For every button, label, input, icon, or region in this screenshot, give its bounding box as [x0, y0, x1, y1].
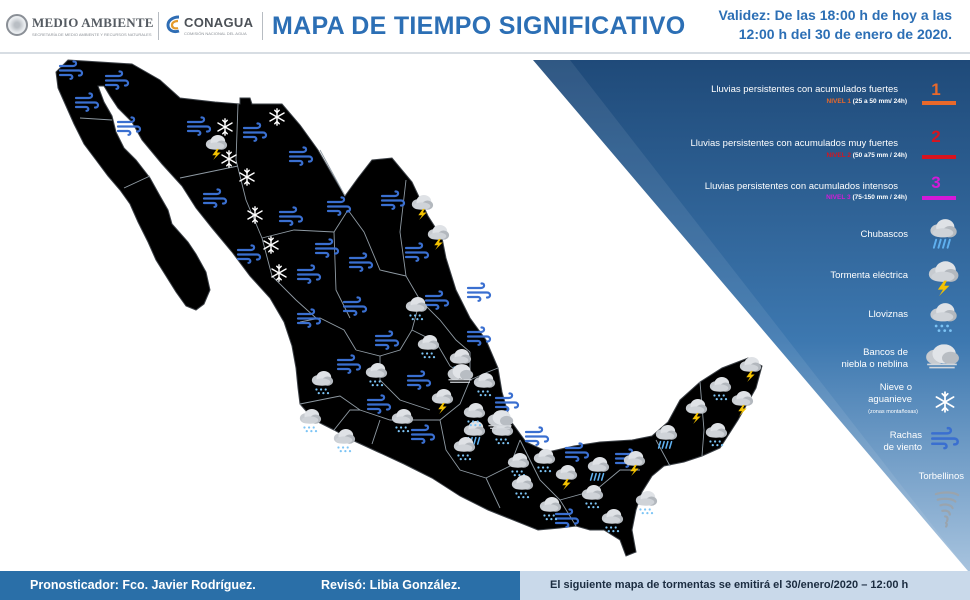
wind-gust-icon [526, 427, 548, 444]
forecaster-credit: Pronosticador: Fco. Javier Rodríguez. [30, 578, 256, 592]
level-1-number: 1 [931, 80, 941, 99]
legend-level-1-label: Lluvias persistentes con acumulados fuertes [711, 84, 898, 95]
level-3-swatch [922, 196, 956, 200]
header-divider [158, 12, 159, 40]
conagua-logo [166, 12, 258, 40]
legend-wind-line-1: Rachas [889, 430, 922, 441]
level-2-number: 2 [931, 127, 941, 146]
legend-level-2-range: (50 a75 mm / 24h) [852, 152, 907, 159]
semarnat-logo [6, 10, 156, 44]
reviewer-credit: Revisó: Libia González. [321, 578, 461, 592]
agency-subtitle: SECRETARÍA DE MEDIO AMBIENTE Y RECURSOS NATURALES [32, 32, 152, 37]
legend-level-3-detail [826, 194, 907, 201]
legend-level-3-label: Lluvias persistentes con acumulados intensos [704, 181, 898, 192]
wind-gust-icon [468, 283, 490, 300]
wind-gust-icon [930, 426, 960, 450]
conagua-mark-icon [166, 14, 182, 34]
legend-level-2-tag: NIVEL 2 [826, 152, 851, 159]
whirlwind-icon [934, 490, 960, 528]
level-2-swatch [922, 155, 956, 159]
legend-level-1-range: (25 a 50 mm/ 24h) [852, 98, 907, 105]
validity-line-2: 12:00 h del 30 de enero de 2020. [738, 26, 952, 42]
drizzle-icon [928, 302, 958, 334]
snowflake-icon [934, 391, 956, 413]
partner-name: CONAGUA [184, 15, 254, 30]
level-3-number: 3 [931, 173, 941, 192]
next-issue-notice: El siguiente mapa de tormentas se emitirá el 30/enero/2020 – 12:00 h [550, 579, 909, 591]
legend-fog-line-2: niebla o neblina [841, 359, 908, 370]
map-title: MAPA DE TIEMPO SIGNIFICATIVO [272, 12, 686, 40]
legend-storm-label: Tormenta eléctrica [830, 270, 908, 281]
showers-icon [928, 218, 958, 250]
drizzle-icon [334, 429, 355, 452]
legend-drizzle-label: Lloviznas [868, 309, 908, 320]
legend-level-3-tag: NIVEL 3 [826, 194, 851, 201]
agency-name: MEDIO AMBIENTE [32, 15, 154, 30]
partner-subtitle: COMISIÓN NACIONAL DEL AGUA [184, 31, 247, 36]
legend-showers-label: Chubascos [860, 229, 908, 240]
header-bar [0, 0, 970, 54]
legend-wind-line-2: de viento [883, 442, 922, 453]
drizzle-icon [300, 409, 321, 432]
legend-level-1-detail [827, 98, 907, 105]
legend-fog-line-1: Bancos de [863, 347, 908, 358]
legend-wind-label [883, 430, 922, 454]
legend-level-3-range: (75-150 mm / 24h) [852, 194, 907, 201]
weather-map [0, 54, 970, 571]
validity-line-1: Validez: De las 18:00 h de hoy a las [718, 7, 952, 23]
legend-snow-line-1: Nieve o [879, 382, 912, 393]
level-1-swatch [922, 101, 956, 105]
national-seal-icon [6, 14, 28, 36]
legend-snow-label [868, 382, 912, 406]
legend-snow-line-2: aguanieve [868, 394, 912, 405]
next-issue-box [520, 571, 970, 600]
fog-icon [924, 344, 960, 370]
legend-fog-label [841, 347, 908, 371]
header-divider [262, 12, 263, 40]
legend-level-1-tag: NIVEL 1 [826, 98, 851, 105]
legend-snow-note: (zonas montañosas) [868, 409, 918, 415]
legend-level-2-label: Lluvias persistentes con acumulados muy fuertes [690, 138, 898, 149]
thunderstorm-icon [926, 260, 960, 296]
footer-bar [0, 571, 970, 600]
validity-period [652, 6, 952, 44]
legend-whirlwind-label: Torbellinos [918, 471, 964, 482]
legend-level-2-detail [827, 152, 907, 159]
